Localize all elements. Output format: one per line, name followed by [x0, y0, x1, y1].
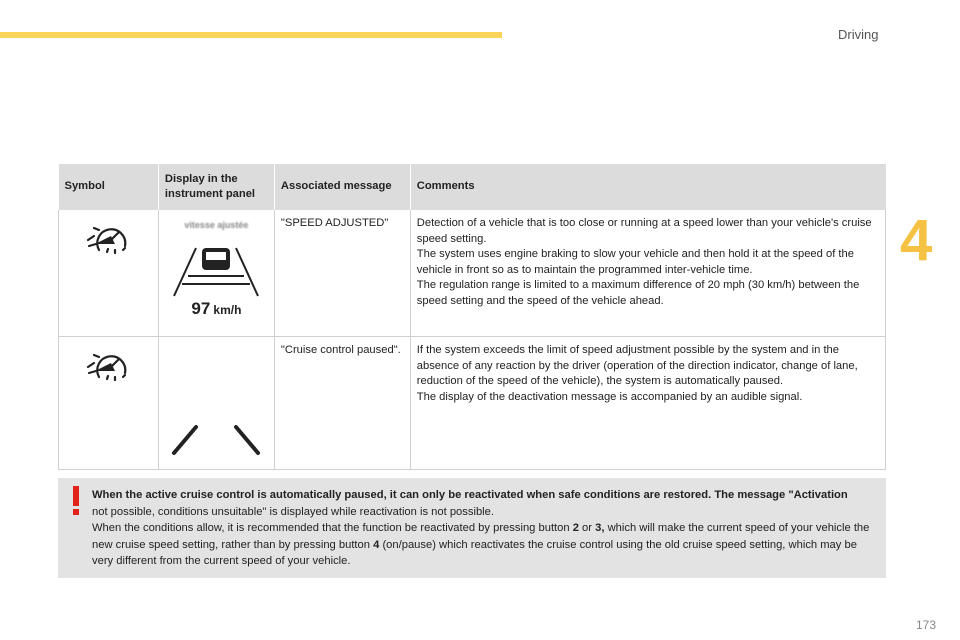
display-speed: 97	[191, 299, 211, 318]
button-3-ref: 3,	[595, 522, 605, 534]
display-cell	[158, 337, 274, 470]
table-row	[59, 337, 886, 470]
header-display: Display in the instrument panel	[158, 164, 274, 210]
exclamation-icon	[70, 484, 82, 518]
message-cell: "Cruise control paused".	[274, 337, 410, 470]
cruise-control-speedometer-icon	[85, 222, 131, 256]
comment-line: If the system exceeds the limit of speed adjustment possible by the system and in the absence of any reaction by the driver (operation of the direction indicator, change of lane, reduction of the speed of the vehicle), the system is automatically paused.	[416, 344, 858, 387]
comments-cell	[410, 210, 885, 337]
comment-line: Detection of a vehicle that is too close or running at a speed lower than your vehicle's cruise speed setting.	[416, 217, 872, 245]
button-2-ref: 2	[572, 522, 579, 534]
comment-line: The system uses engine braking to slow your vehicle and then hold it at the speed of the vehicle in front so as to maintain the programmed inter-vehicle time.	[416, 248, 854, 276]
lane-lines-display-icon	[166, 377, 266, 457]
comment-line: The regulation range is limited to a maximum difference of 20 mph (30 km/h) between the speed setting and the speed of the vehicle ahead.	[416, 279, 860, 307]
message-cell: "SPEED ADJUSTED"	[274, 210, 410, 337]
page-number: 173	[916, 618, 937, 632]
display-caption: vitesse ajustée	[184, 220, 249, 230]
cruise-control-speedometer-icon	[85, 349, 131, 383]
header-message: Associated message	[274, 164, 410, 210]
warning-line: not possible, conditions unsuitable" is displayed while reactivation is not possible.	[92, 505, 494, 518]
section-title: Driving	[838, 27, 879, 42]
symbol-cell	[59, 210, 159, 337]
chapter-number: 4	[900, 208, 933, 273]
symbol-cell	[59, 337, 159, 470]
display-unit: km/h	[213, 303, 242, 317]
warning-bold: When the active cruise control is automatically paused, it can only be reactivated when safe conditions are restored. The message "Activation	[92, 489, 848, 501]
warning-box	[58, 478, 886, 578]
comments-cell	[410, 337, 885, 470]
display-cell	[158, 210, 274, 337]
warning-line: When the conditions allow, it is recommended that the function be reactivated by pressing button	[92, 522, 573, 534]
header-symbol: Symbol	[59, 164, 159, 210]
warning-line: which will make the current speed of your vehicle the new cruise speed setting, rather than by pressing button	[92, 522, 870, 551]
button-4-ref: 4	[373, 538, 380, 551]
warning-line: or	[578, 522, 596, 534]
header-accent-bar	[0, 32, 502, 38]
info-table	[58, 164, 886, 470]
table-row	[59, 210, 886, 337]
header-comments: Comments	[410, 164, 885, 210]
warning-line: (on/pause) which reactivates the cruise control using the old cruise speed setting, which may be very different from the current speed of your vehicle.	[92, 538, 857, 567]
table-header-row	[59, 164, 886, 210]
adjusted-speed-display-icon	[168, 240, 264, 300]
comment-line: The display of the deactivation message is accompanied by an audible signal.	[416, 390, 803, 403]
warning-text	[92, 487, 874, 570]
